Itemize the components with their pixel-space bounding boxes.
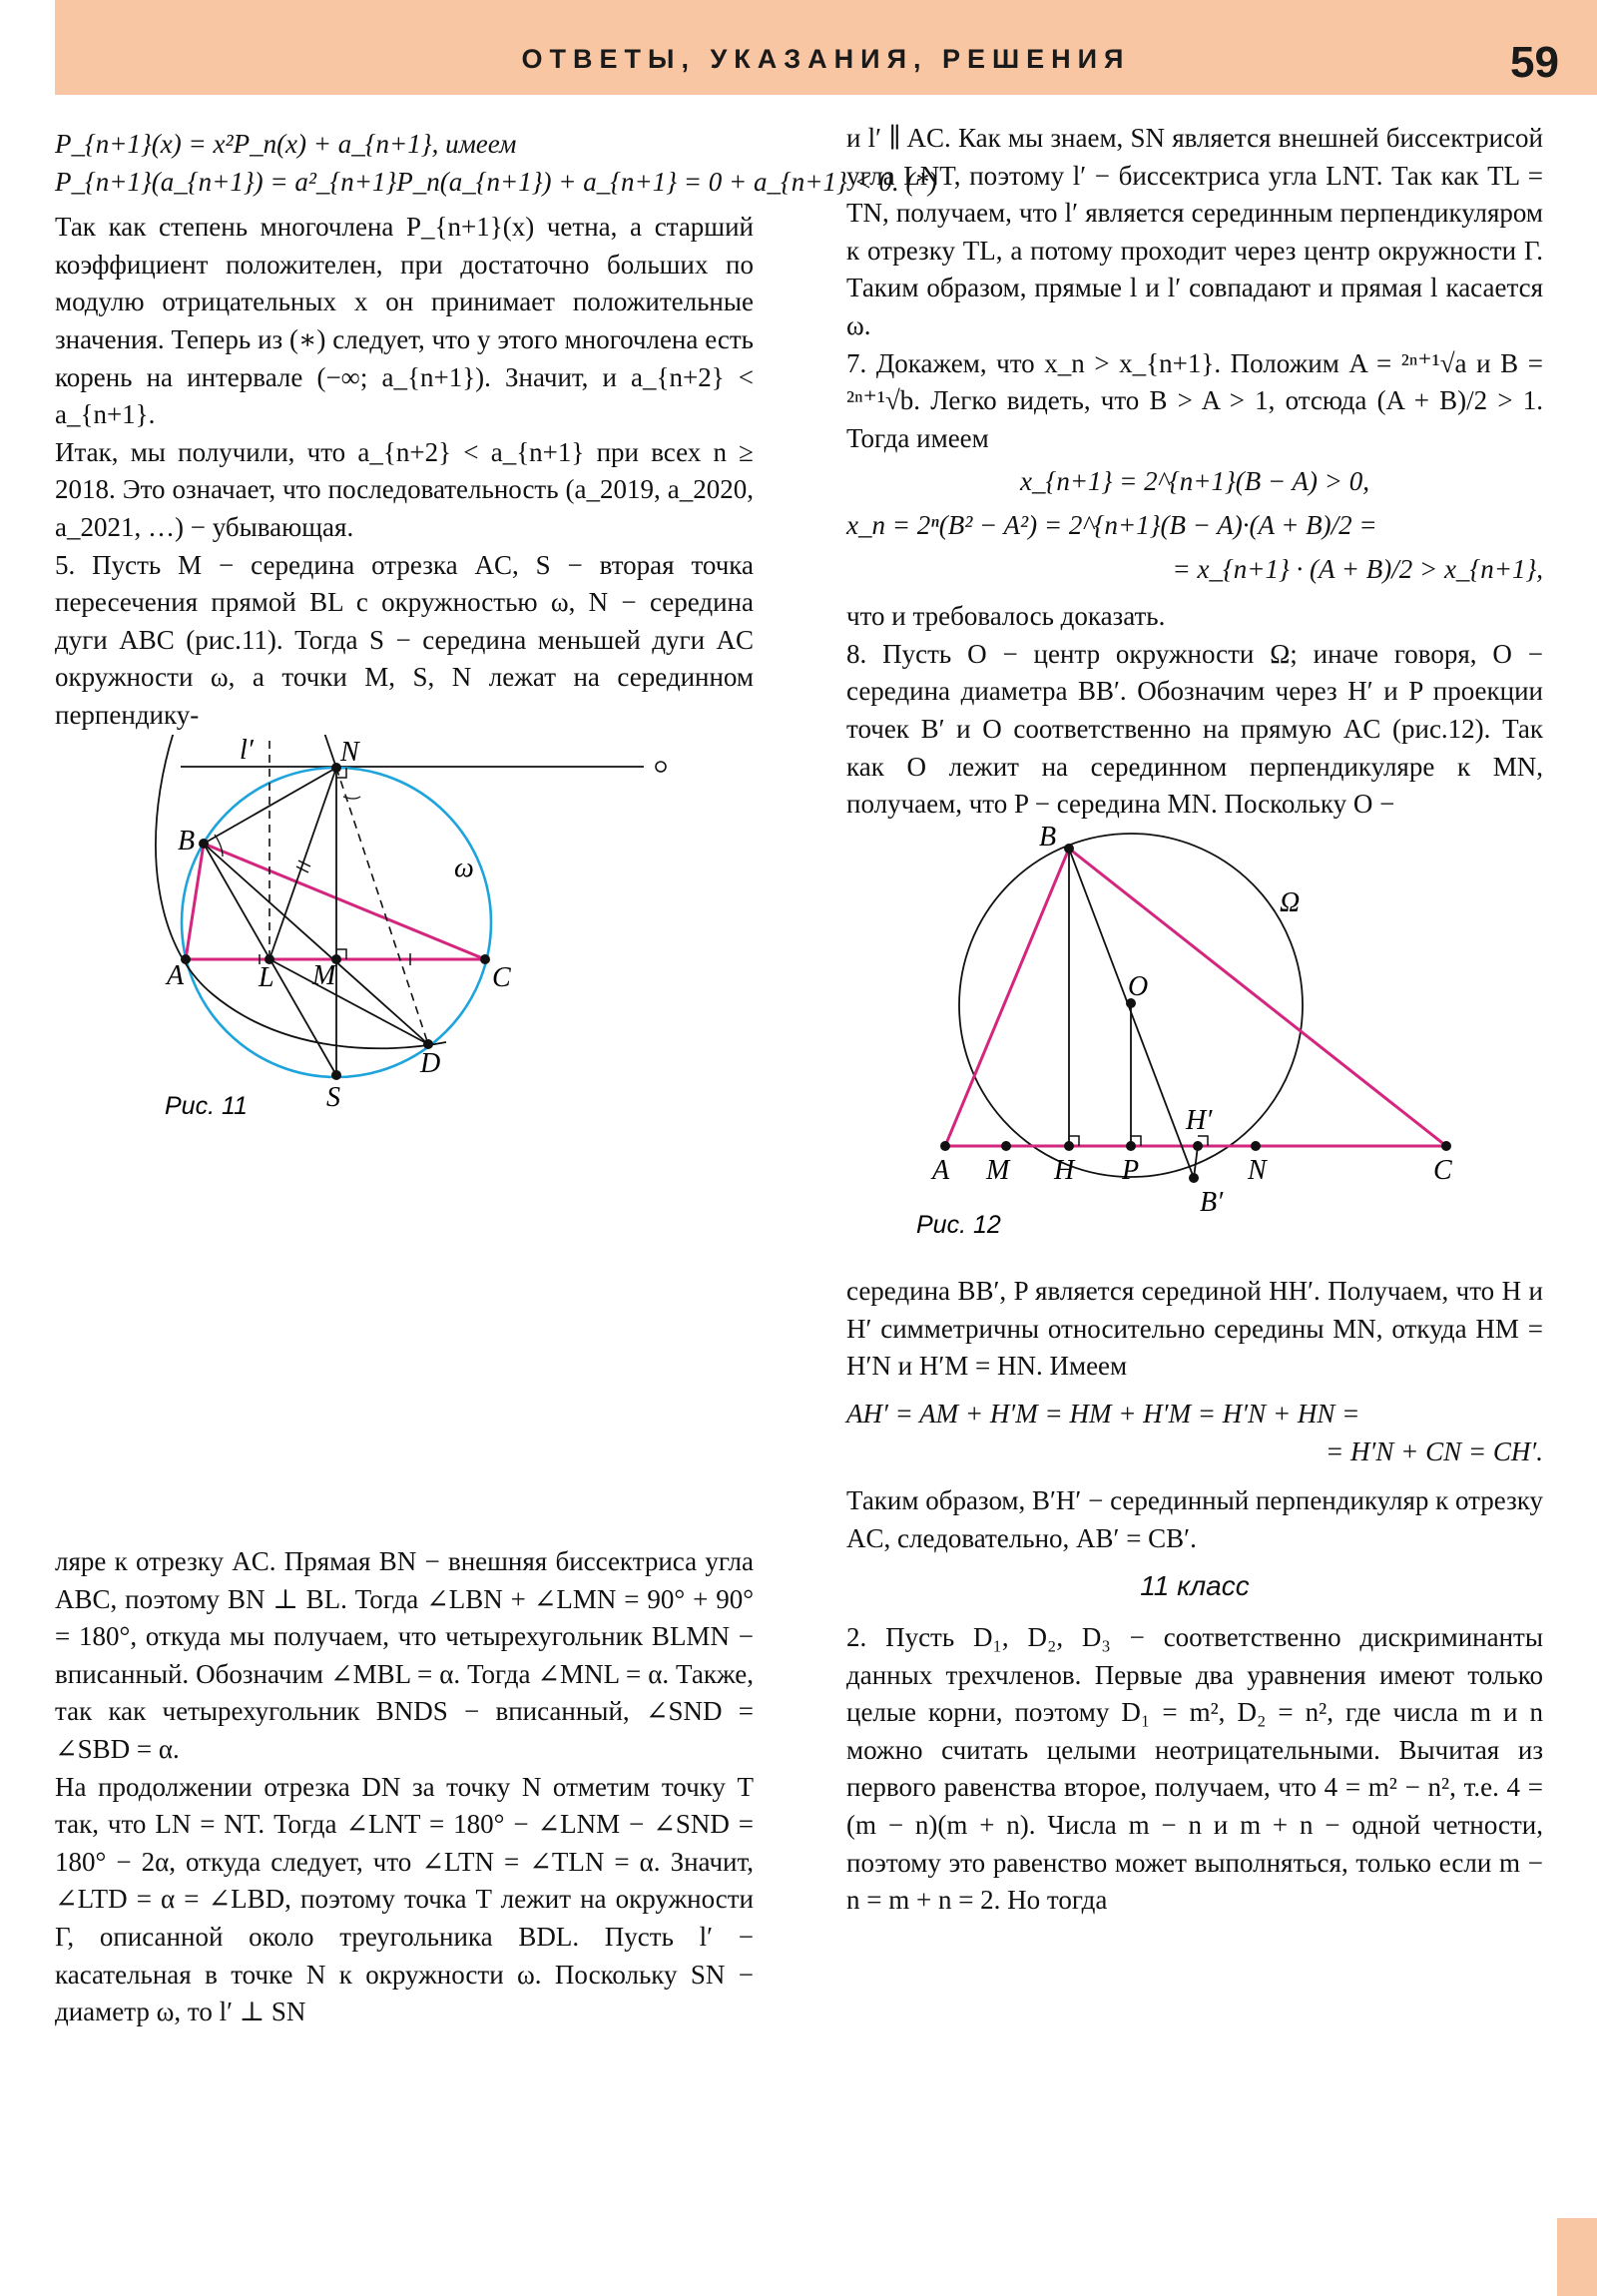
- equation-CH-prime: = H′N + CN = CH′.: [1325, 1435, 1543, 1466]
- left-column: [55, 120, 938, 2031]
- paragraph-problem-7: 7. Докажем, что x_n > x_{n+1}. Положим A = ²ⁿ⁺¹√a и B = ²ⁿ⁺¹√b. Легко видеть, что B > A > 1, отсюда (A + B)/2 > 1. Тогда имеем: [846, 347, 1543, 453]
- section-title: 11 класс: [1140, 1570, 1250, 1602]
- header-title: ОТВЕТЫ, УКАЗАНИЯ, РЕШЕНИЯ: [521, 44, 1131, 74]
- right-column: [846, 120, 1543, 1920]
- label-C: C: [492, 961, 511, 993]
- figure-12: [846, 824, 1543, 1263]
- label-N: N: [340, 736, 359, 768]
- equation-x-n-plus-1: x_{n+1} = 2^{n+1}(B − A) > 0,: [1020, 466, 1369, 497]
- figure-12-caption: Рис. 12: [916, 1210, 1001, 1239]
- label-Omega: Ω: [1280, 886, 1301, 918]
- corner-tab: [1557, 2218, 1597, 2296]
- label-M: M: [986, 1154, 1010, 1186]
- paragraph-tangent: и l′ ∥ AC. Как мы знаем, SN является внешней биссектрисой угла LNT, поэтому l′ − биссектриса угла LNT. Так как TL = TN, получаем, что l′ является серединным перпендикуляром к отрезку TL, а потому проходит через центр окружности Γ. Таким образом, прямые l и l′ совпадают и прямая l касается ω.: [846, 123, 1543, 340]
- label-B: B: [178, 825, 196, 857]
- paragraph-problem-8: 8. Пусть O − центр окружности Ω; иначе говоря, O − середина диаметра BB′. Обозначим через H′ и P проекции точек B′ и O соответственно на прямую AC (рис.12). Так как O лежит на серединном перпендикуляре к MN, получаем, что P − середина MN. Поскольку O −: [846, 638, 1543, 820]
- equation-recurrence: P_{n+1}(x) = x²P_n(x) + a_{n+1}, имеем: [55, 129, 517, 159]
- label-B-prime: B′: [1200, 1186, 1224, 1218]
- equation-AH-prime: AH′ = AM + H′M = HM + H′M = H′N + HN =: [846, 1399, 1360, 1430]
- label-A: A: [932, 1154, 950, 1186]
- label-S: S: [326, 1081, 340, 1113]
- paragraph-degree-even: Так как степень многочлена P_{n+1}(x) четна, а старший коэффициент положителен, при достаточно больших по модулю отрицательных x он принимает положительные значения. Теперь из (∗) следует, что у этого многочлена есть корень на интервале (−∞; a_{n+1}). Значит, и a_{n+2} < a_{n+1}.: [55, 212, 754, 430]
- label-C: C: [1433, 1154, 1452, 1186]
- paragraph-perpendicular: Таким образом, B′H′ − серединный перпендикуляр к отрезку AC, следовательно, AB′ = CB′.: [846, 1485, 1543, 1553]
- label-M: M: [312, 959, 336, 991]
- equation-x-n: x_n = 2ⁿ(B² − A²) = 2^{n+1}(B − A)·(A + B)/2 =: [846, 509, 1377, 540]
- label-H: H: [1054, 1154, 1075, 1186]
- label-H-prime: H′: [1186, 1104, 1213, 1136]
- page-header: [55, 0, 1597, 95]
- label-L: L: [259, 961, 274, 993]
- equation-star: P_{n+1}(a_{n+1}) = a²_{n+1}P_n(a_{n+1}) + a_{n+1} = 0 + a_{n+1} < 0. (*): [55, 166, 938, 197]
- paragraph-proved: что и требовалось доказать.: [846, 601, 1166, 632]
- figure-11: [55, 735, 754, 1533]
- paragraph-symmetric: середина BB′, P является серединой HH′. Получаем, что H и H′ симметричны относительно середины MN, откуда HM = H′N и H′M = HN. Имеем: [846, 1276, 1543, 1382]
- page-number: 59: [1510, 38, 1559, 87]
- label-B: B: [1039, 823, 1057, 853]
- label-A: A: [167, 959, 185, 991]
- paragraph-problem-5: 5. Пусть M − середина отрезка AC, S − вторая точка пересечения прямой BL с окружностью ω, N − середина дуги ABC (рис.11). Тогда S − середина меньшей дуги AC окружности ω, а точки M, S, N лежат на серединном перпендику-: [55, 549, 754, 730]
- equation-conclusion: = x_{n+1} · (A + B)/2 > x_{n+1},: [1172, 553, 1543, 584]
- label-N: N: [1248, 1154, 1267, 1186]
- paragraph-bisector: ляре к отрезку AC. Прямая BN − внешняя биссектриса угла ABC, поэтому BN ⊥ BL. Тогда ∠LBN + ∠LMN = 90° + 90° = 180°, откуда мы получаем, что четырехугольник BLMN − вписанный. Обозначим ∠MBL = α. Тогда ∠MNL = α. Также, так как четырехугольник BNDS − вписанный, ∠SND = ∠SBD = α.: [55, 1546, 754, 1765]
- figure-11-caption: Рис. 11: [165, 1091, 248, 1120]
- label-omega: ω: [454, 852, 474, 883]
- label-O: O: [1128, 970, 1149, 1002]
- label-l-prime: l′: [240, 734, 254, 766]
- label-P: P: [1122, 1154, 1140, 1186]
- paragraph-grade11-problem-2: 2. Пусть D₁, D₂, D₃ − соответственно дискриминанты данных трехчленов. Первые два уравнения имеют только целые корни, поэтому D₁ = m², D₂ = n², где числа m и n можно считать целыми неотрицательными. Вычитая из первого равенства второе, получаем, что 4 = m² − n², т.е. 4 = (m − n)(m + n). Числа m − n и m + n − одной четности, поэтому это равенство может выполняться, только если m − n = m + n = 2. Но тогда: [846, 1622, 1543, 1916]
- paragraph-sequence-decreasing: Итак, мы получили, что a_{n+2} < a_{n+1} при всех n ≥ 2018. Это означает, что последовательность (a_2019, a_2020, a_2021, …) − убывающая.: [55, 436, 754, 542]
- paragraph-point-T: На продолжении отрезка DN за точку N отметим точку T так, что LN = NT. Тогда ∠LNT = 180° − ∠LNM − ∠SND = 180° − 2α, откуда следует, что ∠LTN = ∠TLN = α. Значит, ∠LTD = α = ∠LBD, поэтому точка T лежит на окружности Γ, описанной около треугольника BDL. Пусть l′ − касательная в точке N к окружности ω. Поскольку SN − диаметр ω, то l′ ⊥ SN: [55, 1771, 754, 2027]
- label-D: D: [420, 1047, 441, 1079]
